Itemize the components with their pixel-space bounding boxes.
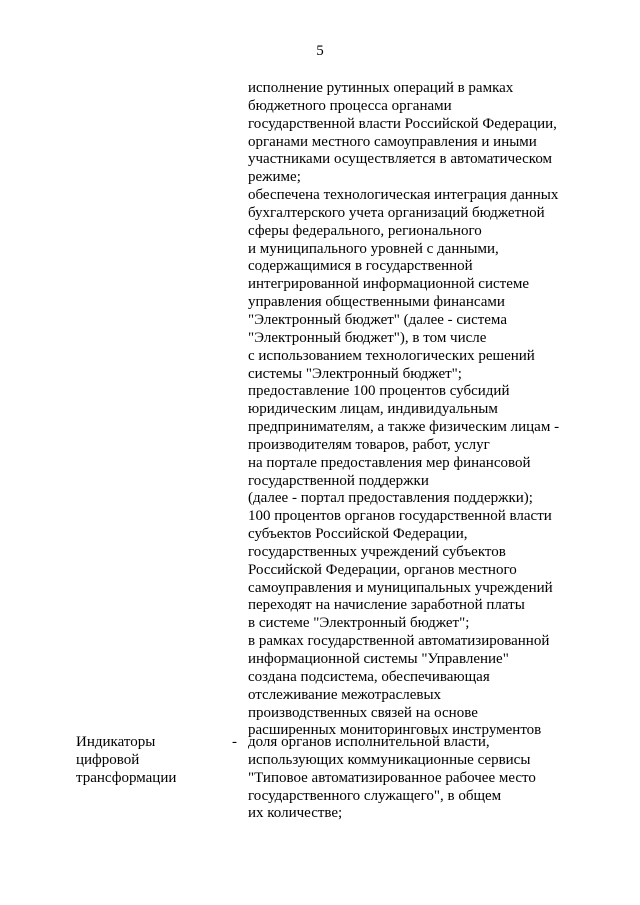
text-line: управления общественными финансами — [248, 294, 505, 311]
text-line: государственных учреждений субъектов — [248, 543, 506, 560]
text-line: (далее - портал предоставления поддержки); — [248, 490, 533, 507]
text-line: интегрированной информационной системе — [248, 276, 530, 293]
text-line: производственных связей на основе — [248, 704, 478, 721]
text-line: бухгалтерского учета организаций бюджетной — [248, 204, 545, 221]
text-line: бюджетного процесса органами — [248, 97, 452, 114]
indicators-text-line: государственного служащего", в общем — [248, 787, 502, 804]
text-line: обеспечена технологическая интеграция данных — [248, 187, 559, 204]
text-line: отслеживание межотраслевых — [248, 686, 442, 703]
page-number: 5 — [316, 43, 324, 59]
text-line: информационной системы "Управление" — [248, 651, 509, 667]
text-line: 100 процентов органов государственной власти — [248, 508, 552, 525]
indicators-text — [248, 734, 628, 823]
main-text-block — [248, 80, 628, 740]
text-line: органами местного самоуправления и иными — [248, 133, 537, 150]
text-line: создана подсистема, обеспечивающая — [248, 668, 490, 685]
text-line: производителям товаров, работ, услуг — [248, 436, 490, 453]
text-line: режиме; — [248, 169, 301, 186]
text-line: переходят на начисление заработной платы — [248, 597, 525, 614]
text-line: субъектов Российской Федерации, — [248, 526, 468, 543]
text-line: системы "Электронный бюджет"; — [248, 365, 462, 382]
text-line: самоуправления и муниципальных учреждений — [248, 579, 553, 596]
text-line: исполнение рутинных операций в рамках — [248, 80, 514, 96]
indicators-dash: - — [232, 734, 237, 750]
text-line: государственной власти Российской Федерации, — [248, 115, 557, 132]
indicators-label-line: трансформации — [76, 769, 177, 786]
text-line: Российской Федерации, органов местного — [248, 561, 517, 578]
text-line: "Электронный бюджет"), в том числе — [248, 329, 487, 346]
indicators-label — [76, 734, 216, 788]
text-line: сферы федерального, регионального — [248, 222, 482, 239]
text-line: с использованием технологических решений — [248, 347, 535, 364]
text-line: и муниципального уровней с данными, — [248, 240, 499, 257]
text-line: содержащимися в государственной — [248, 258, 473, 275]
text-line: расширенных мониторинговых инструментов — [248, 722, 542, 739]
text-line: государственной поддержки — [248, 472, 429, 489]
indicators-label-line: Индикаторы — [76, 734, 156, 750]
text-line: в системе "Электронный бюджет"; — [248, 615, 470, 632]
text-line: предоставление 100 процентов субсидий — [248, 383, 510, 400]
text-line: участниками осуществляется в автоматическом — [248, 151, 553, 168]
indicators-text-line: "Типовое автоматизированное рабочее место — [248, 769, 536, 786]
indicators-label-line: цифровой — [76, 751, 140, 768]
text-line: на портале предоставления мер финансовой — [248, 454, 531, 471]
text-line: "Электронный бюджет" (далее - система — [248, 311, 507, 328]
indicators-text-line: использующих коммуникационные сервисы — [248, 751, 531, 768]
text-line: юридическим лицам, индивидуальным — [248, 401, 498, 418]
text-line: в рамках государственной автоматизированной — [248, 633, 550, 650]
indicators-text-line: их количестве; — [248, 805, 343, 822]
text-line: предпринимателям, а также физическим лицам - — [248, 419, 560, 436]
indicators-text-line: доля органов исполнительной власти, — [248, 734, 490, 750]
